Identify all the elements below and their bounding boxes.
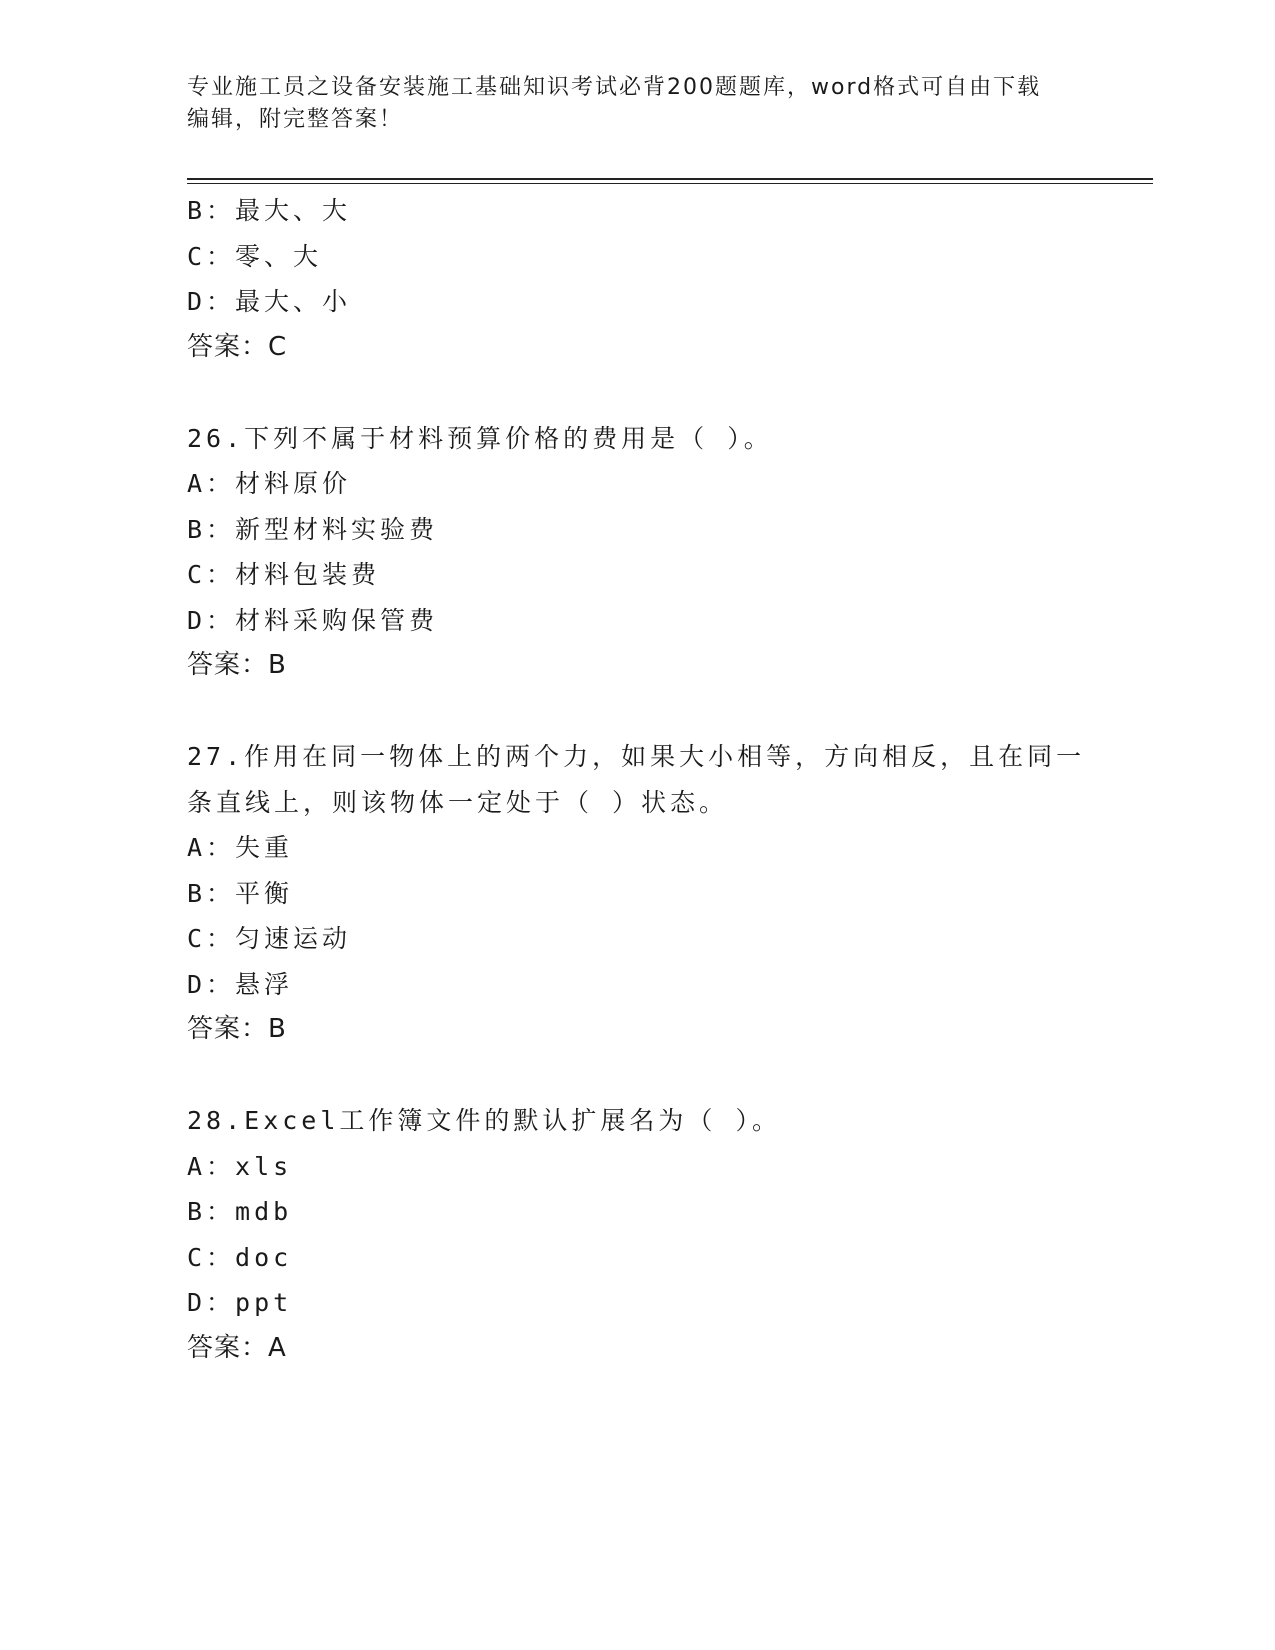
option-b: B：最大、大 bbox=[187, 196, 352, 225]
header-divider-thick bbox=[187, 178, 1153, 180]
question-25-continued bbox=[187, 188, 1087, 370]
option-a: A：xls bbox=[187, 1151, 293, 1181]
question-list bbox=[187, 188, 1087, 1371]
option-c: C：匀速运动 bbox=[187, 924, 352, 953]
question-stem-line-2: 条直线上，则该物体一定处于（ ）状态。 bbox=[187, 787, 729, 817]
spacer bbox=[187, 370, 1087, 416]
option-c: C：零、大 bbox=[187, 241, 323, 271]
option-c: C：材料包装费 bbox=[187, 560, 381, 589]
question-stem: 28.Excel工作簿文件的默认扩展名为（ ）。 bbox=[187, 1106, 781, 1135]
spacer bbox=[187, 689, 1087, 735]
option-d: D：材料采购保管费 bbox=[187, 605, 439, 635]
header-divider-thin bbox=[187, 183, 1153, 184]
option-c: C：doc bbox=[187, 1242, 293, 1272]
option-b: B：新型材料实验费 bbox=[187, 514, 439, 544]
answer-line: 答案：C bbox=[187, 331, 288, 362]
question-stem: 26.下列不属于材料预算价格的费用是（ ）。 bbox=[187, 423, 773, 453]
option-d: D：最大、小 bbox=[187, 287, 352, 316]
option-b: B：mdb bbox=[187, 1197, 293, 1226]
spacer bbox=[187, 1053, 1087, 1099]
option-b: B：平衡 bbox=[187, 878, 294, 908]
answer-line: 答案：B bbox=[187, 1014, 287, 1044]
document-header bbox=[187, 72, 1087, 136]
header-title-line-2: 编辑，附完整答案！ bbox=[187, 107, 404, 132]
question-27 bbox=[187, 734, 1087, 1053]
question-stem-line-1: 27.作用在同一物体上的两个力，如果大小相等，方向相反，且在同一 bbox=[187, 742, 1086, 771]
option-d: D：ppt bbox=[187, 1288, 293, 1317]
option-a: A：材料原价 bbox=[187, 469, 352, 498]
answer-line: 答案：A bbox=[187, 1332, 287, 1363]
question-26 bbox=[187, 416, 1087, 689]
answer-line: 答案：B bbox=[187, 650, 287, 680]
option-a: A：失重 bbox=[187, 833, 294, 862]
option-d: D：悬浮 bbox=[187, 969, 294, 999]
question-28 bbox=[187, 1098, 1087, 1371]
header-title-line-1: 专业施工员之设备安装施工基础知识考试必背200题题库，word格式可自由下载 bbox=[187, 75, 1042, 100]
